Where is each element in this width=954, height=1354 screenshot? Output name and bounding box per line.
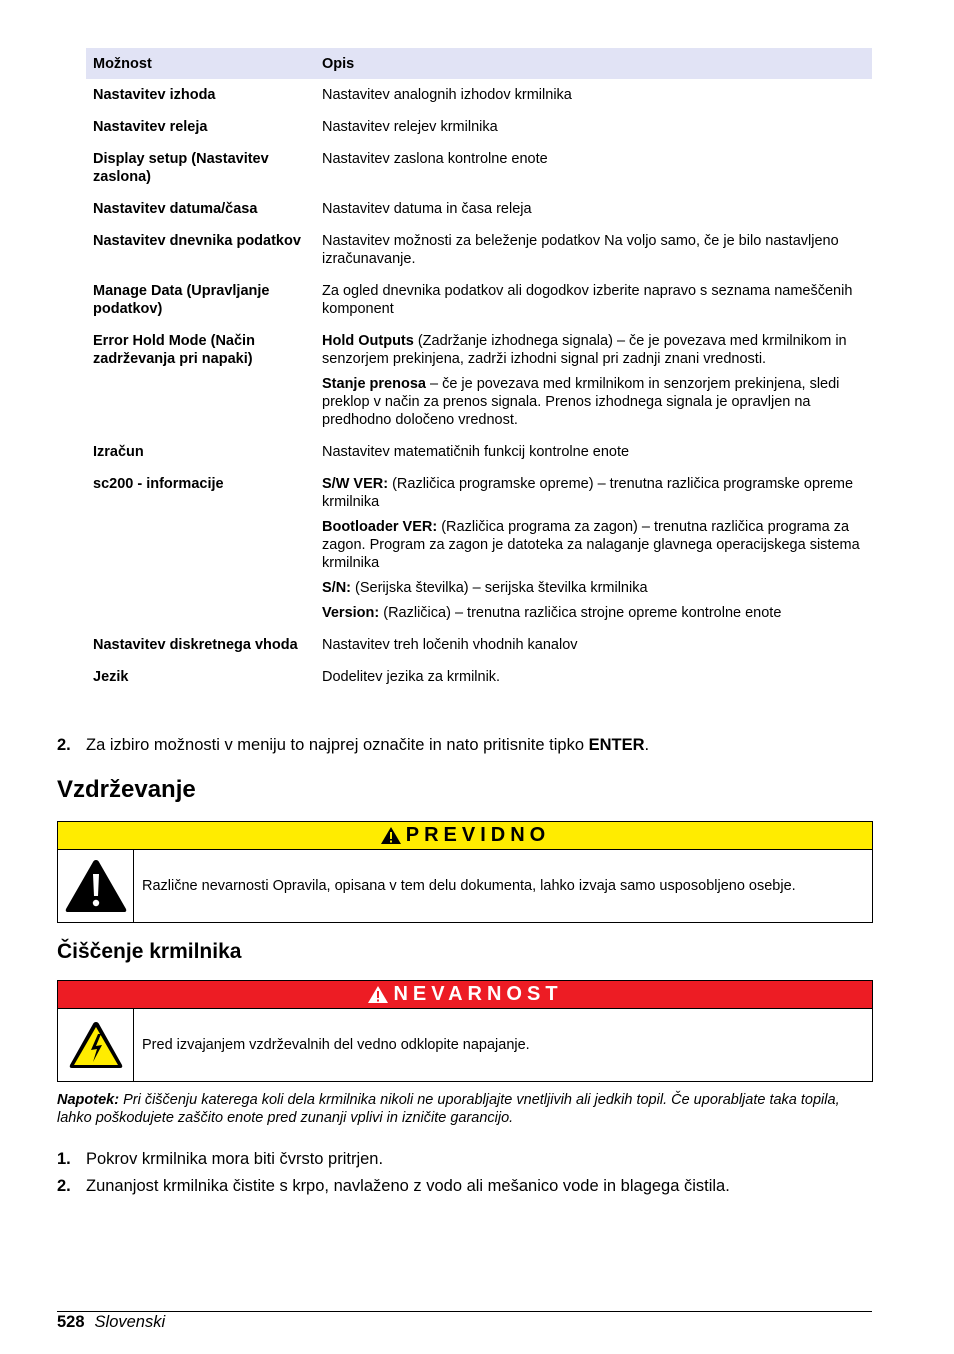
description-paragraph bbox=[322, 579, 862, 597]
option-description bbox=[322, 200, 862, 218]
description-paragraph bbox=[322, 443, 862, 461]
option-name: Error Hold Mode (Način zadrževanja pri napaki) bbox=[93, 333, 255, 367]
description-term: S/W VER: bbox=[322, 476, 389, 492]
option-description bbox=[322, 118, 862, 136]
description-paragraph bbox=[322, 475, 862, 511]
step-item bbox=[57, 1149, 383, 1169]
table-row bbox=[86, 150, 872, 200]
warning-box bbox=[57, 821, 873, 923]
footer-language: Slovenski bbox=[94, 1313, 166, 1331]
danger-header bbox=[58, 981, 872, 1009]
step-text: Zunanjost krmilnika čistite s krpo, navlaženo z vodo ali mešanico vode in blagega čistila. bbox=[86, 1177, 730, 1195]
danger-triangle-icon bbox=[367, 985, 389, 1004]
description-paragraph bbox=[322, 86, 862, 104]
description-paragraph bbox=[322, 282, 862, 318]
electrical-hazard-icon bbox=[68, 1020, 124, 1070]
table-row bbox=[86, 79, 872, 118]
option-description bbox=[322, 282, 862, 318]
note bbox=[57, 1091, 873, 1127]
option-description bbox=[322, 150, 862, 186]
warning-triangle-icon bbox=[380, 826, 402, 845]
warning-text: Različne nevarnosti Opravila, opisana v tem delu dokumenta, lahko izvaja samo usposobljeno osebje. bbox=[142, 878, 796, 894]
option-name: Nastavitev datuma/časa bbox=[93, 201, 258, 217]
page-footer bbox=[57, 1312, 165, 1332]
danger-label: NEVARNOST bbox=[393, 983, 563, 1005]
warning-label: PREVIDNO bbox=[405, 824, 551, 846]
option-name: Nastavitev diskretnega vhoda bbox=[93, 637, 298, 653]
description-paragraph bbox=[322, 232, 862, 268]
note-text: Pri čiščenju katerega koli dela krmilnika nikoli ne uporabljajte vnetljivih ali jedkih topil. Če uporabljate taka topila, lahko poškodujete zaščito enote pred zunanji vplivi in izničite garancijo. bbox=[57, 1092, 840, 1126]
description-paragraph bbox=[322, 636, 862, 654]
description-text: (Različica) – trenutna različica strojne opreme kontrolne enote bbox=[379, 605, 782, 621]
description-paragraph bbox=[322, 200, 862, 218]
step-item bbox=[57, 1176, 730, 1196]
table-row bbox=[86, 668, 872, 700]
danger-body bbox=[58, 1009, 872, 1081]
option-name: Nastavitev izhoda bbox=[93, 87, 216, 103]
warning-icon-cell bbox=[58, 850, 134, 922]
description-text: Nastavitev možnosti za beleženje podatkov Na voljo samo, če je bilo nastavljeno izračunavanje. bbox=[322, 233, 839, 267]
description-term: S/N: bbox=[322, 580, 351, 596]
option-name: Display setup (Nastavitev zaslona) bbox=[93, 151, 269, 185]
option-description bbox=[322, 232, 862, 268]
description-paragraph bbox=[322, 332, 862, 368]
description-text: (Serijska številka) – serijska številka krmilnika bbox=[351, 580, 648, 596]
table-row bbox=[86, 443, 872, 475]
description-text: Nastavitev treh ločenih vhodnih kanalov bbox=[322, 637, 578, 653]
step-select-option bbox=[57, 735, 649, 755]
description-text: (Različica programske opreme) – trenutna različica programske opreme krmilnika bbox=[322, 476, 854, 510]
table-header bbox=[86, 48, 872, 79]
danger-text: Pred izvajanjem vzdrževalnih del vedno odklopite napajanje. bbox=[142, 1037, 530, 1053]
table-row bbox=[86, 332, 872, 443]
option-description bbox=[322, 475, 862, 622]
description-paragraph bbox=[322, 668, 862, 686]
table-row bbox=[86, 636, 872, 668]
option-description bbox=[322, 636, 862, 654]
option-name: Izračun bbox=[93, 444, 144, 460]
header-option: Možnost bbox=[93, 55, 152, 72]
footer-divider bbox=[57, 1311, 872, 1312]
step-number: 2. bbox=[57, 736, 71, 754]
option-name: Manage Data (Upravljanje podatkov) bbox=[93, 283, 270, 317]
description-text: (Zadržanje izhodnega signala) – če je povezava med krmilnikom in senzorjem prekinjena, zadrži izhodni signal pri zadnji znani vrednosti. bbox=[322, 333, 847, 367]
section-title: Vzdrževanje bbox=[57, 776, 196, 803]
danger-icon-cell bbox=[58, 1009, 134, 1081]
page-number: 528 bbox=[57, 1313, 85, 1331]
table-row bbox=[86, 200, 872, 232]
table-row bbox=[86, 118, 872, 150]
header-description: Opis bbox=[322, 55, 355, 72]
description-term: Stanje prenosa bbox=[322, 376, 426, 392]
option-description bbox=[322, 668, 862, 686]
description-term: Bootloader VER: bbox=[322, 519, 438, 535]
exclamation-hazard-icon bbox=[64, 858, 128, 914]
table-row bbox=[86, 282, 872, 332]
step-text-pre: Za izbiro možnosti v meniju to najprej označite in nato pritisnite tipko bbox=[86, 736, 589, 754]
step-text: Pokrov krmilnika mora biti čvrsto pritrjen. bbox=[86, 1150, 384, 1168]
option-name: Jezik bbox=[93, 669, 129, 685]
table-row bbox=[86, 232, 872, 282]
option-name: Nastavitev dnevnika podatkov bbox=[93, 233, 301, 249]
description-term: Hold Outputs bbox=[322, 333, 414, 349]
description-text: Nastavitev datuma in časa releja bbox=[322, 201, 532, 217]
description-text: Nastavitev matematičnih funkcij kontrolne enote bbox=[322, 444, 630, 460]
description-text: Nastavitev analognih izhodov krmilnika bbox=[322, 87, 572, 103]
description-paragraph bbox=[322, 604, 862, 622]
danger-box bbox=[57, 980, 873, 1082]
enter-key-label: ENTER bbox=[588, 736, 645, 754]
description-text: Za ogled dnevnika podatkov ali dogodkov izberite napravo s seznama nameščenih komponent bbox=[322, 283, 853, 317]
step-number: 1. bbox=[57, 1150, 71, 1168]
option-description bbox=[322, 332, 862, 429]
step-text-post: . bbox=[644, 736, 650, 754]
step-number: 2. bbox=[57, 1177, 71, 1195]
table-row bbox=[86, 475, 872, 636]
option-name: sc200 - informacije bbox=[93, 476, 224, 492]
warning-body bbox=[58, 850, 872, 922]
options-table bbox=[86, 48, 872, 700]
table-body bbox=[86, 79, 872, 700]
description-text: Nastavitev relejev krmilnika bbox=[322, 119, 498, 135]
option-description bbox=[322, 443, 862, 461]
description-text: Dodelitev jezika za krmilnik. bbox=[322, 669, 501, 685]
description-paragraph bbox=[322, 150, 862, 168]
description-text: (Različica programa za zagon) – trenutna različica programa za zagon. Program za zagon je datoteka za nalaganje glavnega operacijskega sistema krmilnika bbox=[322, 519, 860, 571]
step-text bbox=[86, 735, 649, 755]
note-label: Napotek: bbox=[57, 1092, 120, 1108]
warning-header bbox=[58, 822, 872, 850]
description-paragraph bbox=[322, 375, 862, 429]
option-name: Nastavitev releja bbox=[93, 119, 208, 135]
description-text: – če je povezava med krmilnikom in senzorjem prekinjena, sledi preklop v način za prenos signala. Prenos izhodnega signala je opravljen na predhodno določeno vrednost. bbox=[322, 376, 840, 428]
description-text: Nastavitev zaslona kontrolne enote bbox=[322, 151, 548, 167]
subsection-title: Čiščenje krmilnika bbox=[57, 940, 242, 963]
option-description bbox=[322, 86, 862, 104]
description-term: Version: bbox=[322, 605, 380, 621]
description-paragraph bbox=[322, 518, 862, 572]
description-paragraph bbox=[322, 118, 862, 136]
